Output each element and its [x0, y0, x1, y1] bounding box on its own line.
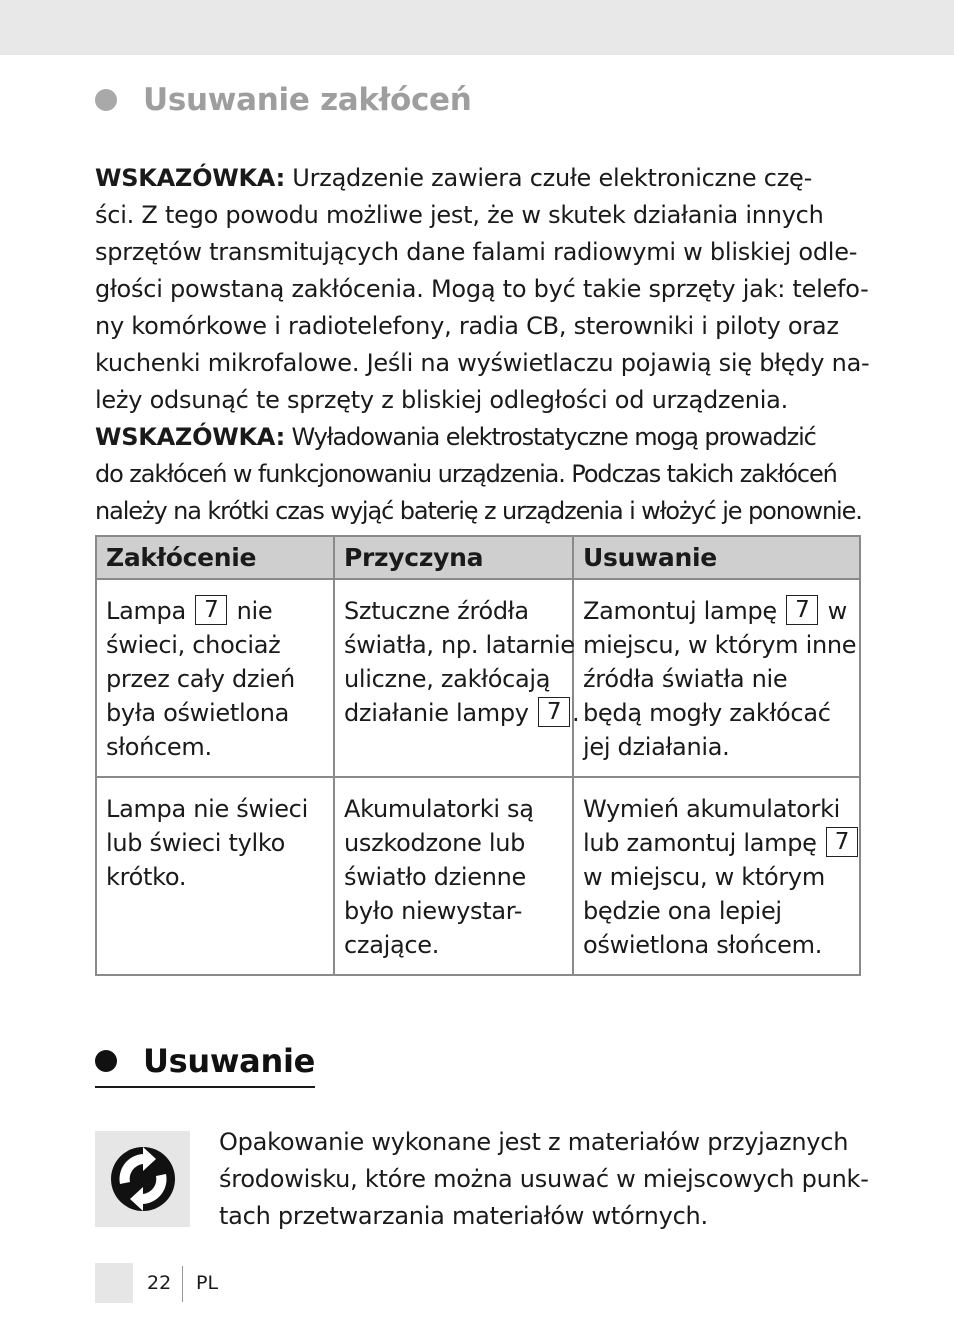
- table-cell: Zamontuj lampę 7 w miejscu, w którym inne źródła światła nie będą mogły zakłócać jej działania.: [573, 579, 860, 777]
- disposal-line: Opakowanie wykonane jest z materiałów przyjaznych: [219, 1128, 849, 1156]
- page-number: 22: [147, 1272, 172, 1294]
- header-cause: Przyczyna: [334, 536, 573, 579]
- header-remedy: Usuwanie: [573, 536, 860, 579]
- section-heading-disposal: [95, 1042, 315, 1088]
- part-number-ref: 7: [826, 827, 858, 857]
- table-header-row: [96, 536, 860, 579]
- table-row: [96, 579, 860, 777]
- table-cell: Akumulatorki są uszkodzone lub światło dzienne było niewystar- czające.: [334, 777, 573, 975]
- table-cell: Lampa nie świeci lub świeci tylko krótko.: [96, 777, 334, 975]
- header-malfunction: Zakłócenie: [96, 536, 334, 579]
- section-title: Usuwanie: [143, 1042, 316, 1080]
- footer-divider: [182, 1266, 183, 1302]
- top-bar: [0, 0, 954, 55]
- note-line: ści. Z tego powodu możliwe jest, że w skutek działania innych: [95, 201, 824, 229]
- troubleshooting-table: [95, 535, 861, 976]
- note-line: ny komórkowe i radiotelefony, radia CB, sterowniki i piloty oraz: [95, 312, 839, 340]
- note-label: WSKAZÓWKA:: [95, 423, 285, 451]
- disposal-line: środowisku, które można usuwać w miejscowych punk-: [219, 1165, 869, 1193]
- note-line: do zakłóceń w funkcjonowaniu urządzenia. Podczas takich zakłóceń: [95, 460, 837, 488]
- table-cell: Wymień akumulatorki lub zamontuj lampę 7 w miejscu, w którym będzie ona lepiej oświetlona słońcem.: [573, 777, 860, 975]
- language-code: PL: [196, 1272, 219, 1294]
- disposal-paragraph: [219, 1124, 869, 1235]
- part-number-ref: 7: [786, 595, 818, 625]
- part-number-ref: 7: [195, 595, 227, 625]
- note-label: WSKAZÓWKA:: [95, 164, 285, 192]
- note-line: kuchenki mikrofalowe. Jeśli na wyświetlaczu pojawią się błędy na-: [95, 349, 870, 377]
- note-line: WSKAZÓWKA: Urządzenie zawiera czułe elektroniczne czę-: [95, 164, 812, 192]
- bullet-icon: [95, 89, 117, 111]
- footer-marker: [95, 1263, 133, 1303]
- note-paragraph-1: [95, 160, 870, 419]
- note-line: leży odsunąć te sprzęty z bliskiej odległości od urządzenia.: [95, 386, 789, 414]
- bullet-icon: [95, 1050, 117, 1072]
- table-row: [96, 777, 860, 975]
- table-cell: Lampa 7 nie świeci, chociaż przez cały dzień była oświetlona słońcem.: [96, 579, 334, 777]
- disposal-line: tach przetwarzania materiałów wtórnych.: [219, 1202, 708, 1230]
- note-line: głości powstaną zakłócenia. Mogą to być takie sprzęty jak: telefo-: [95, 275, 869, 303]
- note-line: należy na krótki czas wyjąć baterię z urządzenia i włożyć je ponownie.: [95, 497, 862, 525]
- note-line: sprzętów transmitujących dane falami radiowymi w bliskiej odle-: [95, 238, 858, 266]
- section-heading-troubleshooting: [95, 82, 472, 118]
- green-dot-recycling-icon: [95, 1131, 190, 1227]
- table-cell: Sztuczne źródła światła, np. latarnie uliczne, zakłócają działanie lampy 7 .: [334, 579, 573, 777]
- note-line: WSKAZÓWKA: Wyładowania elektrostatyczne mogą prowadzić: [95, 423, 816, 451]
- part-number-ref: 7: [538, 697, 570, 727]
- note-paragraph-2: [95, 419, 865, 530]
- section-title: Usuwanie zakłóceń: [143, 82, 472, 118]
